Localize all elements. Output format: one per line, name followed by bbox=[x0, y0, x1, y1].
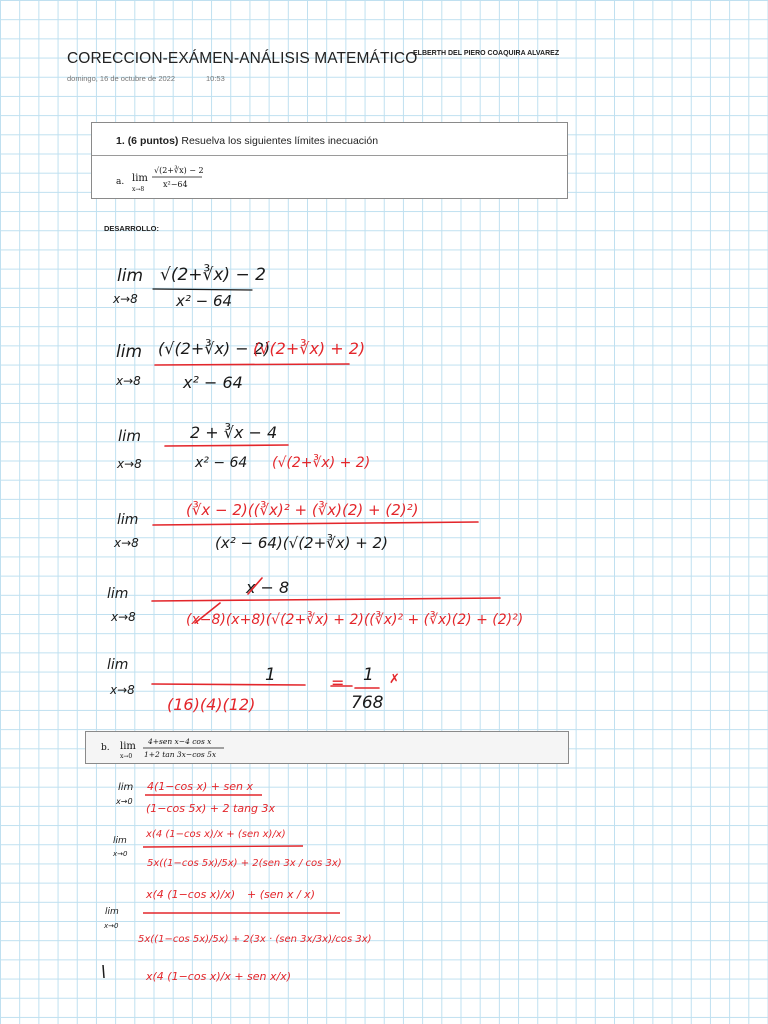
step5-denominator: (x−8)(x+8)(√(2+∛x) + 2)((∛x)² + (∛x)(2) + (2)²) bbox=[186, 612, 524, 628]
step6-denominator: (16)(4)(12) bbox=[167, 695, 256, 714]
lim-label: lim bbox=[117, 512, 139, 528]
lim-label: lim bbox=[118, 427, 141, 445]
step4-denominator: (x² − 64)(√(2+∛x) + 2) bbox=[215, 534, 388, 552]
b-step3-numerator-a: x(4 (1−cos x)/x) bbox=[146, 888, 236, 901]
b-step2-denominator: 5x((1−cos 5x)/5x) + 2(sen 3x / cos 3x) bbox=[147, 858, 342, 869]
page-time: 10:53 bbox=[206, 74, 225, 83]
step2-denominator: x² − 64 bbox=[183, 373, 243, 392]
step2-numerator-a: (√(2+∛x) − 2) bbox=[158, 339, 271, 358]
result-denominator: 768 bbox=[351, 693, 384, 713]
step3-numerator: 2 + ∛x − 4 bbox=[190, 423, 278, 442]
step5-numerator: x − 8 bbox=[246, 578, 290, 597]
b-step3-denominator: 5x((1−cos 5x)/5x) + 2(3x · (sen 3x/3x)/cos 3x) bbox=[138, 934, 372, 945]
lim-sub: x→8 bbox=[116, 374, 141, 388]
step3-denominator-b: (√(2+∛x) + 2) bbox=[272, 455, 371, 471]
part-b-lim: lim bbox=[120, 741, 136, 752]
b-step4-numerator: x(4 (1−cos x)/x + sen x/x) bbox=[146, 970, 292, 983]
part-b-label: b. bbox=[101, 743, 110, 753]
part-b-sub: x→0 bbox=[120, 753, 133, 760]
solution-heading: DESARROLLO: bbox=[104, 224, 159, 233]
question-points: (6 puntos) bbox=[127, 135, 179, 147]
lim-label: lim bbox=[118, 782, 134, 793]
lim-label: lim bbox=[116, 342, 143, 362]
step2-numerator-b: (√(2+∛x) + 2) bbox=[253, 339, 366, 358]
step1-denominator: x² − 64 bbox=[176, 292, 233, 310]
lim-sub: x→0 bbox=[116, 797, 133, 806]
lim-sub: x→0 bbox=[113, 850, 128, 858]
lim-sub: x→8 bbox=[114, 536, 139, 550]
part-b-num: 4+sen x−4 cos x bbox=[148, 737, 212, 746]
page-title: CORECCION-EXÁMEN-ANÁLISIS MATEMÁTICO bbox=[67, 50, 418, 67]
step6-numerator: 1 bbox=[265, 665, 276, 685]
part-a-lim: lim bbox=[132, 173, 148, 184]
margin-stroke bbox=[103, 965, 104, 978]
lim-sub: x→8 bbox=[113, 292, 138, 306]
question-prompt: Resuelva los siguientes límites inecuación bbox=[181, 135, 379, 147]
lim-label: lim bbox=[117, 266, 144, 286]
lim-sub: x→8 bbox=[110, 683, 135, 697]
lim-sub: x→0 bbox=[104, 922, 119, 930]
equals-sign: = bbox=[331, 673, 345, 692]
lim-label: lim bbox=[107, 657, 129, 673]
b-step3-numerator-b: + (sen x / x) bbox=[247, 888, 315, 901]
step3-denominator-a: x² − 64 bbox=[195, 455, 248, 471]
part-a-den: x²−64 bbox=[163, 180, 188, 189]
part-a-num: √(2+∛x) − 2 bbox=[154, 166, 204, 175]
b-step1-denominator: (1−cos 5x) + 2 tang 3x bbox=[146, 802, 276, 815]
lim-label: lim bbox=[113, 836, 127, 846]
lim-sub: x→8 bbox=[111, 610, 136, 624]
lim-label: lim bbox=[105, 907, 119, 917]
b-step1-numerator: 4(1−cos x) + sen x bbox=[147, 780, 253, 793]
step4-numerator: (∛x − 2)((∛x)² + (∛x)(2) + (2)²) bbox=[186, 501, 419, 519]
lim-label: lim bbox=[107, 586, 129, 602]
result-numerator: 1 bbox=[363, 665, 374, 685]
lim-sub: x→8 bbox=[117, 457, 142, 471]
part-b-den: 1+2 tan 3x−cos 5x bbox=[144, 750, 217, 759]
author-name: ELBERTH DEL PIERO COAQUIRA ALVAREZ bbox=[413, 50, 560, 57]
b-step2-numerator: x(4 (1−cos x)/x + (sen x)/x) bbox=[146, 829, 286, 840]
question-number: 1. bbox=[116, 135, 125, 147]
part-a-sub: x→8 bbox=[132, 186, 145, 193]
part-a-label: a. bbox=[116, 177, 125, 187]
step1-numerator: √(2+∛x) − 2 bbox=[160, 265, 266, 285]
result-mark: ✗ bbox=[389, 672, 400, 687]
page-date: domingo, 16 de octubre de 2022 bbox=[67, 74, 175, 83]
